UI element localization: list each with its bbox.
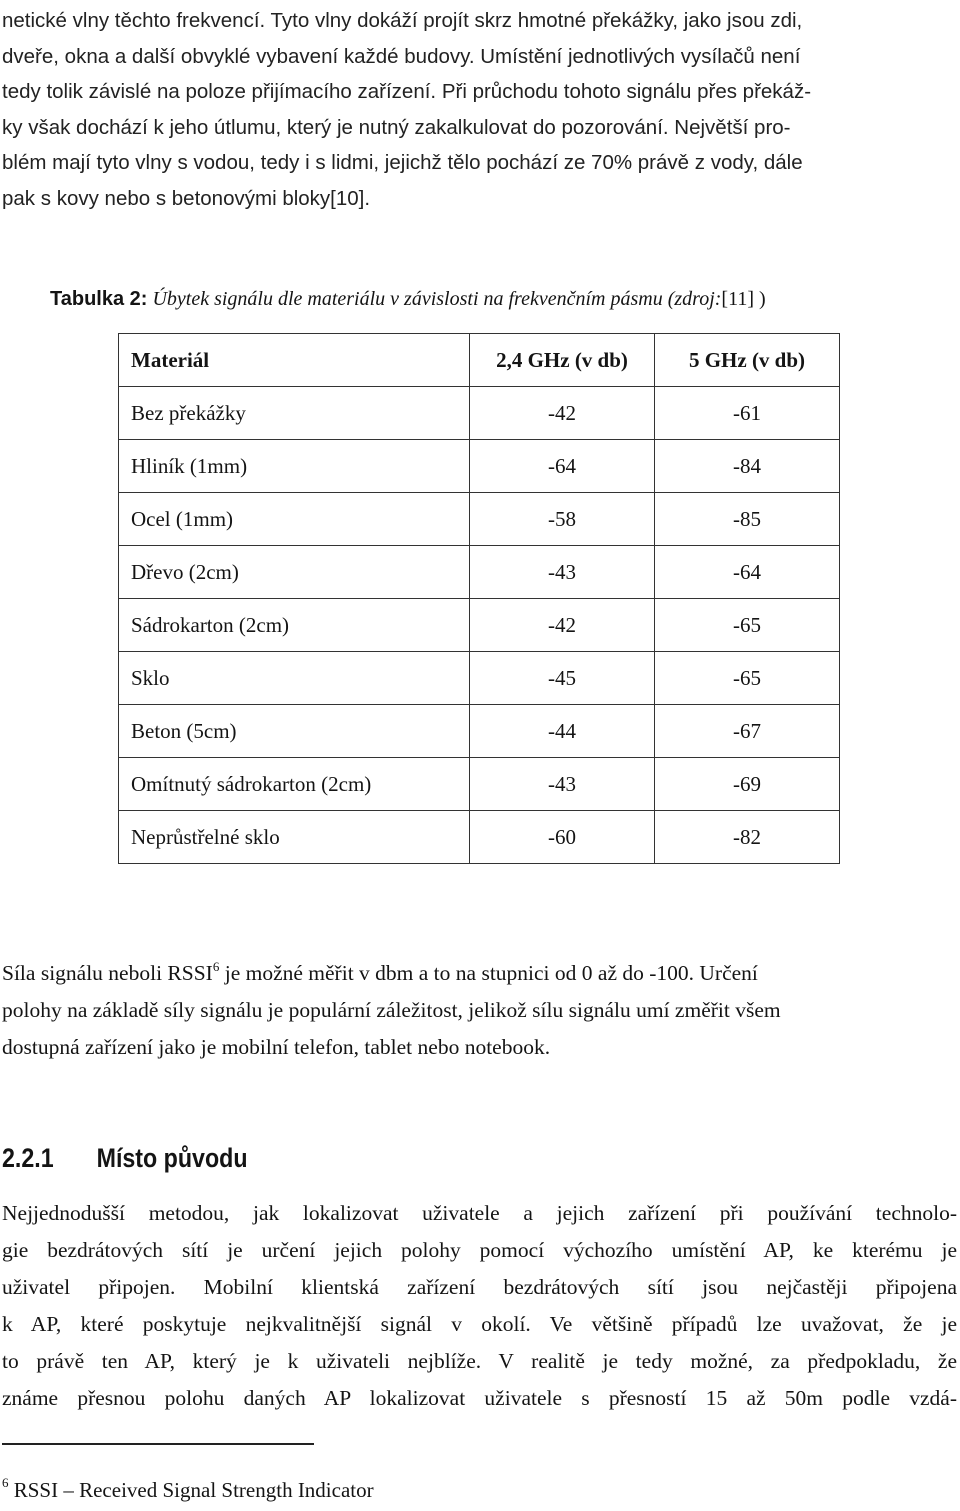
cell-material: Dřevo (2cm) xyxy=(119,546,470,599)
cell-24ghz: -60 xyxy=(470,811,655,864)
cell-5ghz: -64 xyxy=(655,546,840,599)
cell-5ghz: -84 xyxy=(655,440,840,493)
intro-paragraph xyxy=(2,3,957,216)
cell-24ghz: -42 xyxy=(470,599,655,652)
rssi-line-text: je možné měřit v dbm a to na stupnici od 0 až do -100. Určení xyxy=(219,961,758,985)
cell-5ghz: -61 xyxy=(655,387,840,440)
cell-material: Ocel (1mm) xyxy=(119,493,470,546)
origin-line: gie bezdrátových sítí je určení jejich polohy pomocí výchozího umístění AP, ke kterému je xyxy=(2,1238,957,1262)
origin-paragraph xyxy=(2,1195,957,1417)
table-header-row xyxy=(119,334,840,387)
cell-24ghz: -64 xyxy=(470,440,655,493)
intro-line: blém mají tyto vlny s vodou, tedy i s lidmi, jejichž tělo pochází ze 70% právě z vody, dále xyxy=(2,151,803,174)
section-title: Místo původu xyxy=(96,1143,248,1173)
cell-24ghz: -58 xyxy=(470,493,655,546)
intro-line: ky však dochází k jeho útlumu, který je nutný zakalkulovat do pozorování. Největší pro- xyxy=(2,115,791,139)
origin-line: k AP, které poskytuje nejkvalitnější signál v okolí. Ve většině případů lze uvažovat, že je xyxy=(2,1312,957,1336)
cell-material: Omítnutý sádrokarton (2cm) xyxy=(119,758,470,811)
cell-24ghz: -43 xyxy=(470,758,655,811)
rssi-line xyxy=(2,955,957,992)
cell-5ghz: -65 xyxy=(655,599,840,652)
intro-line: pak s kovy nebo s betonovými bloky[10]. xyxy=(2,186,371,210)
table-row xyxy=(119,811,840,864)
cell-24ghz: -42 xyxy=(470,387,655,440)
material-attenuation-table xyxy=(118,333,840,864)
rssi-paragraph xyxy=(2,955,957,1066)
cell-5ghz: -82 xyxy=(655,811,840,864)
caption-text: Úbytek signálu dle materiálu v závislosti na frekvenčním pásmu (zdroj: xyxy=(152,288,722,310)
cell-material: Bez překážky xyxy=(119,387,470,440)
section-number: 2.2.1 xyxy=(2,1143,54,1173)
intro-line: tedy tolik závislé na poloze přijímacího zařízení. Při průchodu tohoto signálu přes překáž- xyxy=(2,80,812,103)
cell-24ghz: -45 xyxy=(470,652,655,705)
table-row xyxy=(119,705,840,758)
origin-line: uživatel připojen. Mobilní klientská zařízení bezdrátových sítí jsou nejčastěji připojena xyxy=(2,1275,957,1299)
origin-line: to právě ten AP, který je k uživateli nejblíže. V realitě je tedy možné, za předpokladu, že xyxy=(2,1349,957,1373)
table-caption xyxy=(50,285,950,313)
caption-label: Tabulka 2: xyxy=(50,288,148,310)
footnote-mark: 6 xyxy=(2,1475,9,1490)
table-row xyxy=(119,546,840,599)
intro-line: dveře, okna a další obvyklé vybavení každé budovy. Umístění jednotlivých vysílačů není xyxy=(2,44,801,68)
intro-line: netické vlny těchto frekvencí. Tyto vlny dokáží projít skrz hmotné překážky, jako jsou zdi, xyxy=(2,9,803,32)
section-heading xyxy=(2,1143,248,1174)
cell-24ghz: -43 xyxy=(470,546,655,599)
origin-line: známe přesnou polohu daných AP lokalizovat uživatele s přesností 15 až 50m podle vzdá- xyxy=(2,1386,957,1410)
origin-line: Nejjednodušší metodou, jak lokalizovat uživatele a jejich zařízení při používání technolo- xyxy=(2,1201,957,1225)
cell-material: Neprůstřelné sklo xyxy=(119,811,470,864)
cell-5ghz: -67 xyxy=(655,705,840,758)
table-row xyxy=(119,493,840,546)
caption-reference: [11] ) xyxy=(721,288,766,310)
cell-material: Sklo xyxy=(119,652,470,705)
table-row xyxy=(119,652,840,705)
rssi-line: polohy na základě síly signálu je populární záležitost, jelikož sílu signálu umí změřit všem xyxy=(2,998,781,1022)
table-row xyxy=(119,387,840,440)
table-row xyxy=(119,599,840,652)
cell-5ghz: -65 xyxy=(655,652,840,705)
cell-material: Beton (5cm) xyxy=(119,705,470,758)
footnote-ref: 6 xyxy=(212,959,220,974)
header-cell-material: Materiál xyxy=(119,334,470,387)
footnote-divider xyxy=(2,1443,314,1445)
header-cell-5ghz: 5 GHz (v db) xyxy=(655,334,840,387)
cell-5ghz: -69 xyxy=(655,758,840,811)
header-cell-24ghz: 2,4 GHz (v db) xyxy=(470,334,655,387)
table-row xyxy=(119,758,840,811)
cell-material: Sádrokarton (2cm) xyxy=(119,599,470,652)
rssi-line-text: Síla signálu neboli RSSI xyxy=(2,961,213,985)
footnote-text: RSSI – Received Signal Strength Indicator xyxy=(8,1478,374,1502)
cell-24ghz: -44 xyxy=(470,705,655,758)
table-row xyxy=(119,440,840,493)
cell-material: Hliník (1mm) xyxy=(119,440,470,493)
rssi-line: dostupná zařízení jako je mobilní telefon, tablet nebo notebook. xyxy=(2,1035,551,1059)
cell-5ghz: -85 xyxy=(655,493,840,546)
footnote xyxy=(2,1475,374,1503)
